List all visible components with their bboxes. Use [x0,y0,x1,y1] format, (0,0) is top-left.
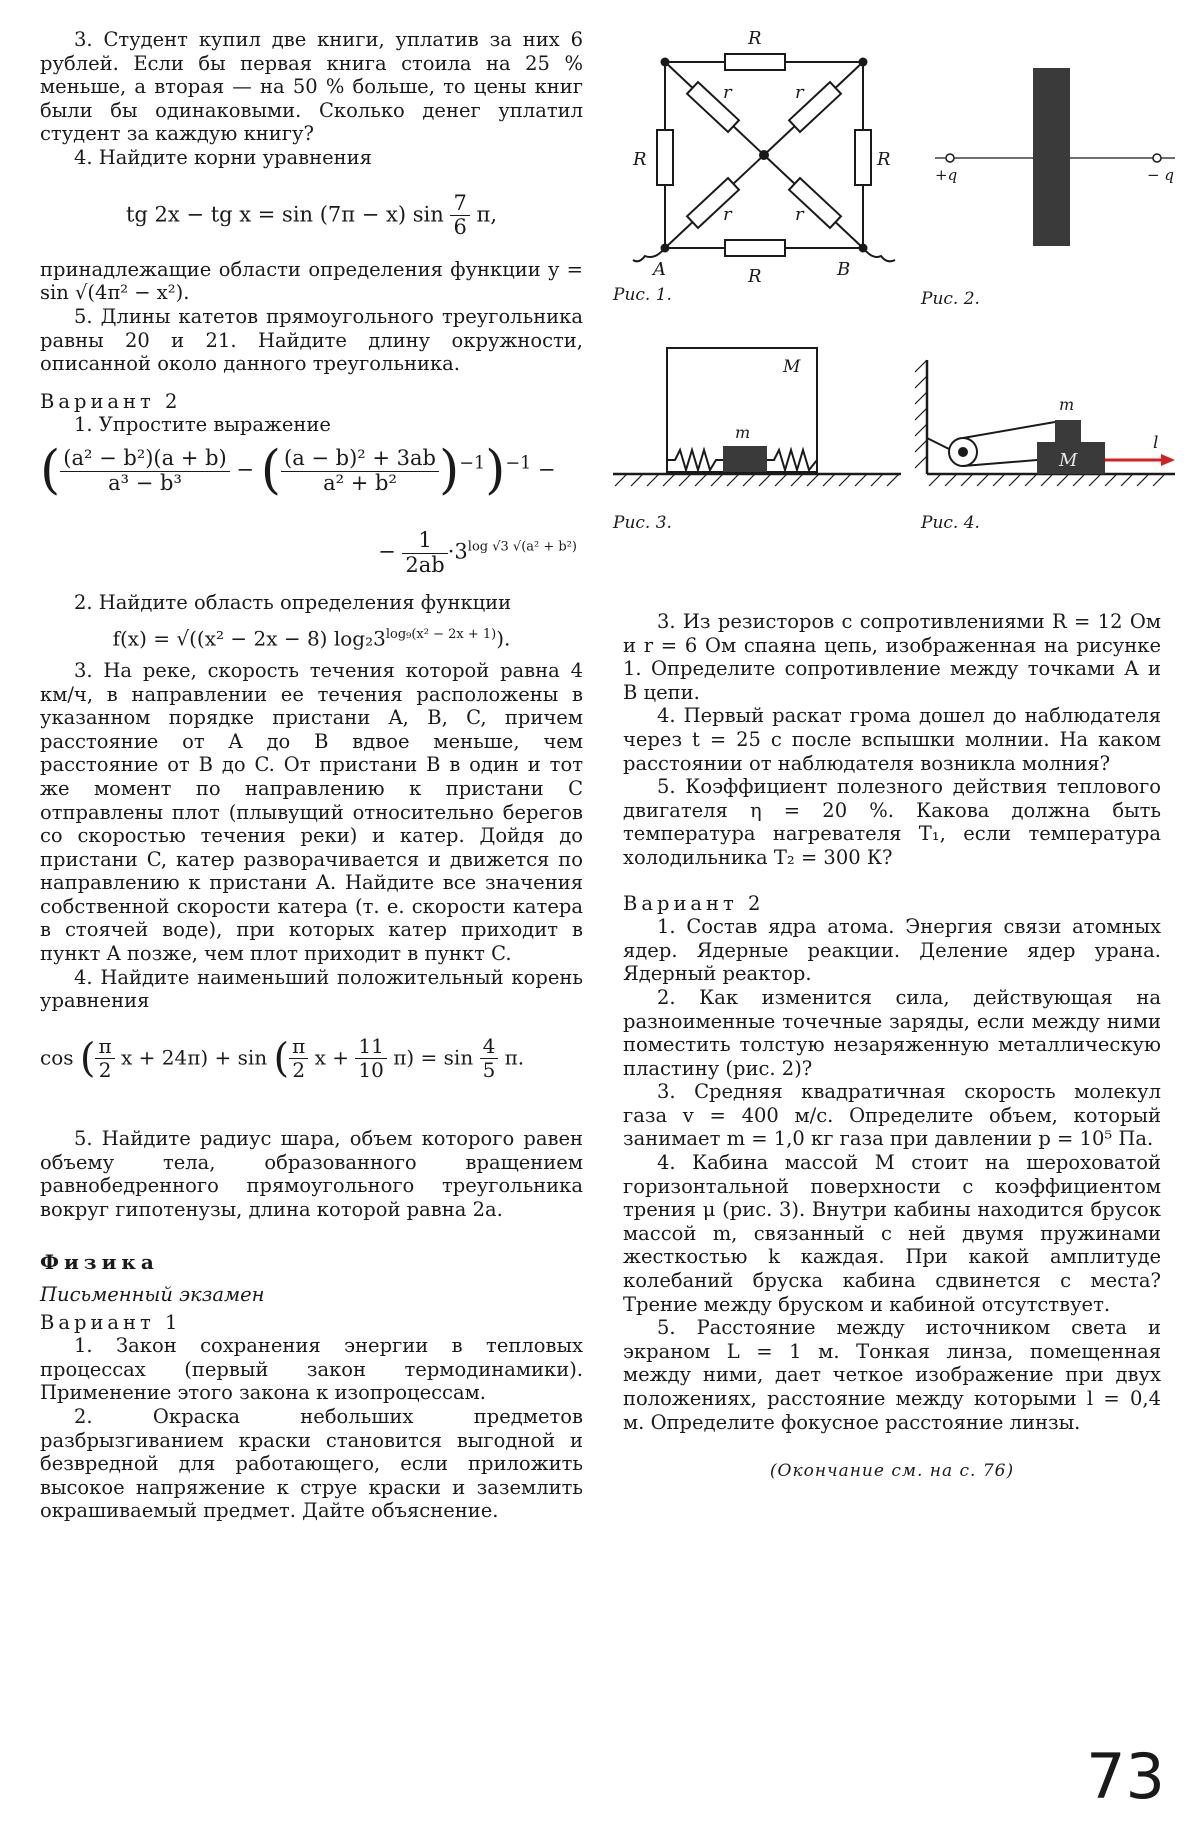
cos-equation-part: x + [314,1045,350,1070]
simplify-expression-1 [40,440,583,517]
gas-problem-text: 3. Средняя квадратичная скорость молекул газа v = 400 м/с. Определите объем, который занимает m = 1,0 кг газа при давлении p = 10⁵ Па. [623,1080,1161,1151]
equation-tg [40,192,583,240]
label-R-right: R [877,149,891,170]
fraction-4-5 [480,1035,499,1083]
log-exponent: log √3 √(a² + b²) [467,539,577,555]
paren-close: ) [439,440,460,501]
label-R-top: R [748,28,762,49]
physics-problem-2-text: 2. Окраска небольших предметов разбрызгиванием краски становится выгодной и безвредной для работающего, если приложить высокое напряжение к струе краски и заземлить окрашиваемый предмет. Дайте объяснение. [40,1404,583,1523]
paren-open: ( [79,1035,96,1082]
label-M: M [783,357,801,377]
equation-tg-main: tg 2x − tg x = sin (7π − x) sin [125,202,444,227]
figure-3-caption: Рис. 3. [613,513,672,533]
nucleus-problem-text: 1. Состав ядра атома. Энергия связи атомных ядер. Ядерные реакции. Деление ядер урана. Ядерный реактор. [623,915,1161,986]
figure-3-cabin [613,348,901,486]
page-number: 73 [1086,1740,1165,1813]
fraction-den: 10 [358,1058,384,1083]
resistor-right [855,130,871,185]
function-f-exponent: log₉(x² − 2x + 1) [385,626,497,642]
fraction-pi-2 [95,1035,114,1083]
fraction-den: 2 [98,1058,112,1083]
fraction-num: 1 [402,529,447,554]
figure-1-caption: Рис. 1. [613,285,672,305]
force-arrow-head [1161,454,1175,466]
cos-label: cos [40,1045,74,1070]
equation-tg-tail: π, [476,202,497,227]
fraction-num: (a² − b²)(a + b) [60,447,229,472]
river-problem-text: 3. На реке, скорость течения которой равна 4 км/ч, в направлении ее течения расположены в указанном порядке пристани A, B, C, причем расстояние от A до B вдвое меньше, чем расстояние от B до C. От пристани B в один и тот же момент по направлению к пристани C отправлены плот (плывущий относительно берегов со скоростью течения реки) и катер. Дойдя до пристани C, катер разворачивается и движется по направлению к пристани A. Найдите все значения собственной скорости катера (т. е. скорости катера в стоячей воде), при которых катер приходит в пункт A позже, чем плот приходит в пункт C. [40,658,583,966]
fraction-num: 4 [480,1035,499,1060]
physics-variant-2-heading: Вариант 2 [623,891,765,915]
fraction-pi-2 [289,1035,308,1083]
times-three: ·3 [447,539,468,564]
fraction-den: 6 [453,215,467,240]
efficiency-problem-text: 5. Коэффициент полезного действия теплового двигателя η = 20 %. Какова должна быть температура нагревателя T₁, если температура холодильника T₂ = 300 К? [623,775,1161,869]
domain-task-text: 2. Найдите область определения функции [74,591,512,615]
paren-open: ( [40,440,61,501]
cos-equation [40,1035,583,1083]
center-node [760,151,768,159]
label-l: l [1153,433,1159,453]
exponent: −1 [505,453,532,474]
label-B: B [837,259,851,280]
label-r: r [795,204,804,225]
charges-problem-text: 2. Как изменится сила, действующая на разноименные точечные заряды, если между ними поместить толстую незаряженную металлическую пластину (рис. 2)? [623,985,1161,1080]
physics-heading: Физика [40,1250,159,1275]
label-plus-q: +q [935,166,958,184]
negative-charge [1153,154,1161,162]
paren-open: ( [260,440,282,501]
block-m [723,446,767,472]
fraction-num: 11 [355,1035,386,1060]
fraction-num: (a − b)² + 3ab [281,447,439,472]
label-r: r [723,204,732,225]
figure-2-caption: Рис. 2. [921,289,980,309]
cos-equation-part: π) = sin [393,1045,474,1070]
cos-equation-part: π. [504,1045,525,1070]
fraction-den: a³ − b³ [108,470,182,495]
simplify-text: 1. Упростите выражение [74,413,331,437]
pulley-mount [927,438,951,450]
figure-1-circuit [633,54,895,261]
terminal-b-wire [863,248,895,261]
label-m-small: m [1059,395,1075,414]
function-f-main: f(x) = √((x² − 2x − 8) log₂3 [112,626,386,651]
written-exam-heading: Письменный экзамен [40,1283,265,1306]
paren-open: ( [273,1035,290,1082]
cos-equation-part: x + 24π) + sin [121,1045,268,1070]
right-column [623,610,1161,1501]
metal-plate [1033,68,1070,246]
figure-4-pulley [915,360,1175,486]
problem-3-text: 3. Студент купил две книги, уплатив за них 6 рублей. Если бы первая книга стоила на 25 % меньше, а вторая — на 50 % больше, то цены книг были бы одинаковыми. Сколько денег уплатил студент за каждую книгу? [40,28,583,146]
exponent: −1 [459,453,486,474]
label-r: r [795,82,804,103]
problem-4-text: 4. Найдите корни уравнения [74,145,372,169]
thunder-problem-text: 4. Первый раскат грома дошел до наблюдателя через t = 25 с после вспышки молнии. На каком расстоянии от наблюдателя возникла молния? [623,704,1161,775]
spring-right [767,450,817,470]
wall-hatch [915,360,927,468]
floor-hatch-4 [929,474,1165,486]
sphere-problem-text: 5. Найдите радиус шара, объем которого равен объему тела, образованного вращением равнобедренного прямоугольного треугольника вокруг гипотенузы, длина которой равна 2a. [40,1127,583,1221]
function-f-tail: ). [496,626,511,651]
figure-2-charges [935,68,1175,246]
problem-5-text: 5. Длины катетов прямоугольного треугольника равны 20 и 21. Найдите длину окружности, описанной около данного треугольника. [40,304,583,376]
minus-sign: − [378,539,396,564]
resistor-top [725,54,785,70]
label-R-left: R [633,149,647,170]
domain-text: принадлежащие области определения функции y = sin √(4π² − x²). [40,257,583,305]
variant-1-heading: Вариант 1 [40,1310,182,1334]
resistor-left [657,130,673,185]
floor-hatch [615,474,899,486]
fraction-11-10 [355,1035,386,1083]
physics-problem-1-text: 1. Закон сохранения энергии в тепловых процессах (первый закон термодинамики). Применение этого закона к изопроцессам. [40,1334,583,1405]
fraction-a [60,447,229,495]
cos-problem-text: 4. Найдите наименьший положительный корень уравнения [40,965,583,1013]
label-m: m [735,423,751,442]
continuation-note: (Окончание см. на с. 76) [769,1461,1015,1482]
left-column [40,28,583,1523]
label-minus-q: − q [1147,166,1174,184]
label-R-bottom: R [748,266,762,287]
fraction-den: a² + b² [323,470,397,495]
block-m-small [1055,420,1081,442]
positive-charge [946,154,954,162]
fraction-den: 2 [292,1058,306,1083]
function-f-formula [40,623,583,651]
fraction-num: 7 [450,192,469,217]
fraction-b [281,447,439,495]
simplify-expression-2 [40,529,583,577]
figures-panel [605,20,1185,540]
rope-upper [963,422,1055,438]
fraction-num: π [289,1035,308,1060]
fraction-7-6 [450,192,469,240]
minus-sign: − [236,457,255,482]
label-M-block: M [1059,450,1078,471]
fraction-num: π [95,1035,114,1060]
minus-sign: − [537,457,556,482]
lens-problem-text: 5. Расстояние между источником света и экраном L = 1 м. Тонкая линза, помещенная между ними, дает четкое изображение при двух положениях, расстояние между которыми l = 0,4 м. Определите фокусное расстояние линзы. [623,1316,1161,1434]
resistor-problem-text: 3. Из резисторов с сопротивлениями R = 12 Ом и r = 6 Ом спаяна цепь, изображенная на рисунке 1. Определите сопротивление между точками A и B цепи. [623,610,1161,704]
spring-left [667,450,723,470]
paren-close: ) [485,440,506,501]
fraction-c [402,529,447,577]
resistor-bottom [725,240,785,256]
pulley-axle [959,448,967,456]
fraction-den: 2ab [405,552,445,577]
figure-4-caption: Рис. 4. [921,513,980,533]
label-A: A [653,259,666,280]
cabin-problem-text: 4. Кабина массой M стоит на шероховатой горизонтальной поверхности с коэффициентом трения μ (рис. 3). Внутри кабины находится брусок массой m, связанный с ней двумя пружинами жесткостью k каждая. При какой амплитуде колебаний бруска кабина сдвинется с места? Трение между бруском и кабиной отсутствует. [623,1151,1161,1316]
fraction-den: 5 [482,1058,496,1083]
variant-2-heading: Вариант 2 [40,389,182,413]
label-r: r [723,82,732,103]
